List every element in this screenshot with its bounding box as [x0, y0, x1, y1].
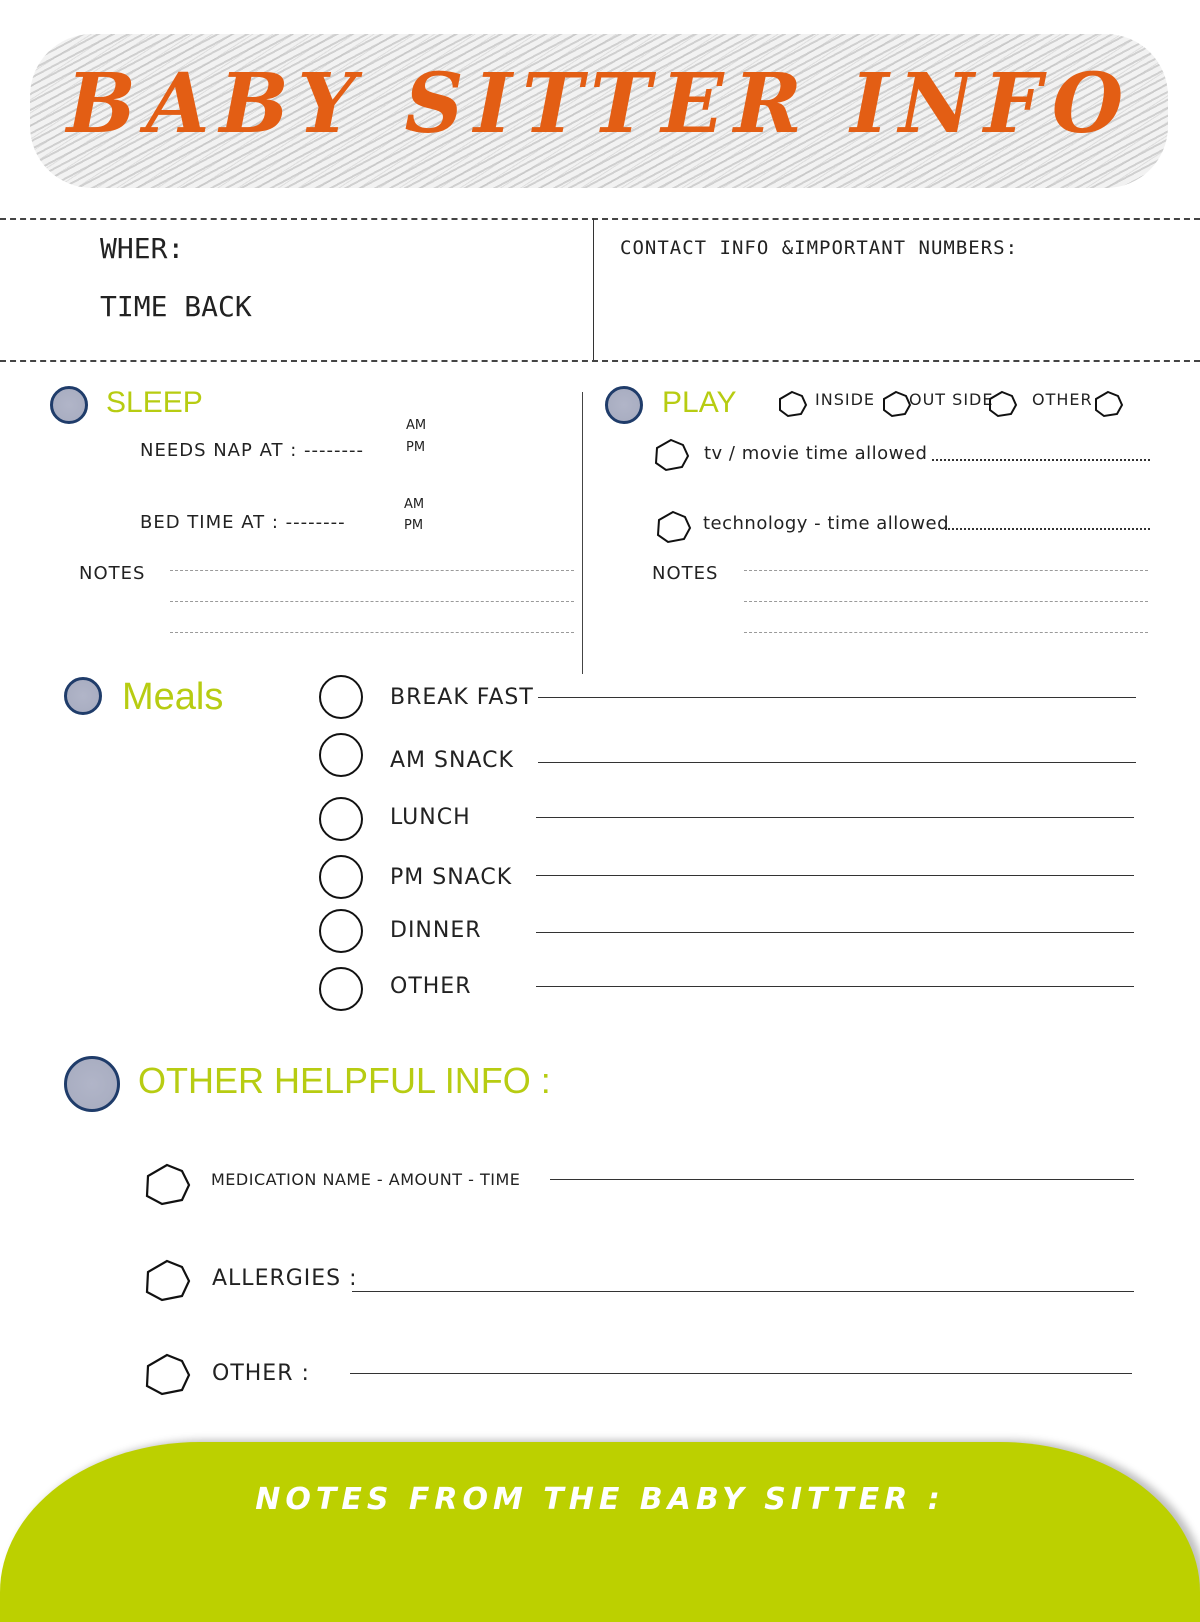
play-title: PLAY: [662, 386, 737, 419]
meal-line-dinner[interactable]: [536, 932, 1134, 933]
meal-line-other[interactable]: [536, 986, 1134, 987]
technology-time-label: technology - time allowed: [703, 513, 950, 534]
nap-pm[interactable]: PM: [406, 440, 426, 455]
other-info-bullet-icon: [64, 1056, 120, 1112]
nap-label: NEEDS NAP AT : --------: [140, 440, 364, 461]
meal-checkbox-icon[interactable]: [319, 797, 363, 841]
meal-checkbox-icon[interactable]: [319, 675, 363, 719]
contact-info-label: CONTACT INFO &IMPORTANT NUMBERS:: [620, 237, 1019, 259]
meal-label-other: OTHER: [390, 974, 472, 999]
heptagon-checkbox-icon[interactable]: [1092, 390, 1124, 418]
heptagon-checkbox-icon[interactable]: [142, 1163, 192, 1207]
medication-line[interactable]: [550, 1179, 1134, 1180]
meal-label-lunch: LUNCH: [390, 805, 471, 830]
bedtime-pm[interactable]: PM: [404, 518, 424, 533]
tv-time-field[interactable]: [932, 459, 1150, 461]
meal-label-pm-snack: PM SNACK: [390, 865, 513, 890]
play-notes-line[interactable]: [744, 632, 1148, 633]
allergies-line[interactable]: [352, 1291, 1134, 1292]
other-label: OTHER :: [212, 1361, 310, 1386]
meal-checkbox-icon[interactable]: [319, 733, 363, 777]
play-notes-label: NOTES: [652, 563, 719, 584]
play-option-inside: INSIDE: [815, 390, 875, 409]
meal-line-breakfast[interactable]: [538, 697, 1136, 698]
heptagon-checkbox-icon[interactable]: [142, 1259, 192, 1303]
meal-label-am-snack: AM SNACK: [390, 748, 514, 773]
heptagon-checkbox-icon[interactable]: [142, 1353, 192, 1397]
technology-time-field[interactable]: [945, 528, 1150, 530]
heptagon-checkbox-icon[interactable]: [654, 510, 692, 544]
play-option-outside: OUT SIDE: [909, 390, 994, 409]
sleep-notes-label: NOTES: [79, 563, 146, 584]
play-notes-line[interactable]: [744, 570, 1148, 571]
medication-label: MEDICATION NAME - AMOUNT - TIME: [211, 1170, 521, 1189]
sleep-notes-line[interactable]: [170, 570, 574, 571]
bedtime-am[interactable]: AM: [404, 497, 425, 512]
heptagon-checkbox-icon[interactable]: [986, 390, 1018, 418]
meal-checkbox-icon[interactable]: [319, 855, 363, 899]
other-info-title: OTHER HELPFUL INFO :: [138, 1060, 551, 1101]
time-back-label: TIME BACK: [100, 290, 252, 323]
meal-line-pm-snack[interactable]: [536, 875, 1134, 876]
tv-time-label: tv / movie time allowed: [704, 443, 928, 464]
play-option-other: OTHER: [1032, 390, 1093, 409]
notes-footer[interactable]: [0, 1442, 1200, 1622]
divider-vertical-top: [593, 218, 594, 360]
meal-line-am-snack[interactable]: [538, 762, 1136, 763]
meal-checkbox-icon[interactable]: [319, 967, 363, 1011]
nap-am[interactable]: AM: [406, 418, 427, 433]
sleep-notes-line[interactable]: [170, 601, 574, 602]
play-bullet-icon: [605, 386, 643, 424]
where-label: WHER:: [100, 232, 185, 265]
sleep-title: SLEEP: [106, 386, 203, 419]
play-notes-line[interactable]: [744, 601, 1148, 602]
divider-top: [0, 218, 1200, 220]
meal-label-breakfast: BREAK FAST: [390, 685, 534, 710]
sleep-notes-line[interactable]: [170, 632, 574, 633]
heptagon-checkbox-icon[interactable]: [652, 438, 690, 472]
meal-label-dinner: DINNER: [390, 918, 482, 943]
page-title: BABY SITTER INFO: [66, 56, 1134, 152]
footer-title: NOTES FROM THE BABY SITTER :: [255, 1482, 945, 1517]
heptagon-checkbox-icon[interactable]: [880, 390, 912, 418]
meal-checkbox-icon[interactable]: [319, 909, 363, 953]
meals-bullet-icon: [64, 677, 102, 715]
bedtime-label: BED TIME AT : --------: [140, 512, 346, 533]
allergies-label: ALLERGIES :: [212, 1266, 358, 1291]
meals-title: Meals: [122, 676, 224, 718]
divider-bottom: [0, 360, 1200, 362]
sleep-bullet-icon: [50, 386, 88, 424]
divider-vertical-sections: [582, 392, 583, 674]
other-line[interactable]: [350, 1373, 1132, 1374]
heptagon-checkbox-icon[interactable]: [776, 390, 808, 418]
meal-line-lunch[interactable]: [536, 817, 1134, 818]
